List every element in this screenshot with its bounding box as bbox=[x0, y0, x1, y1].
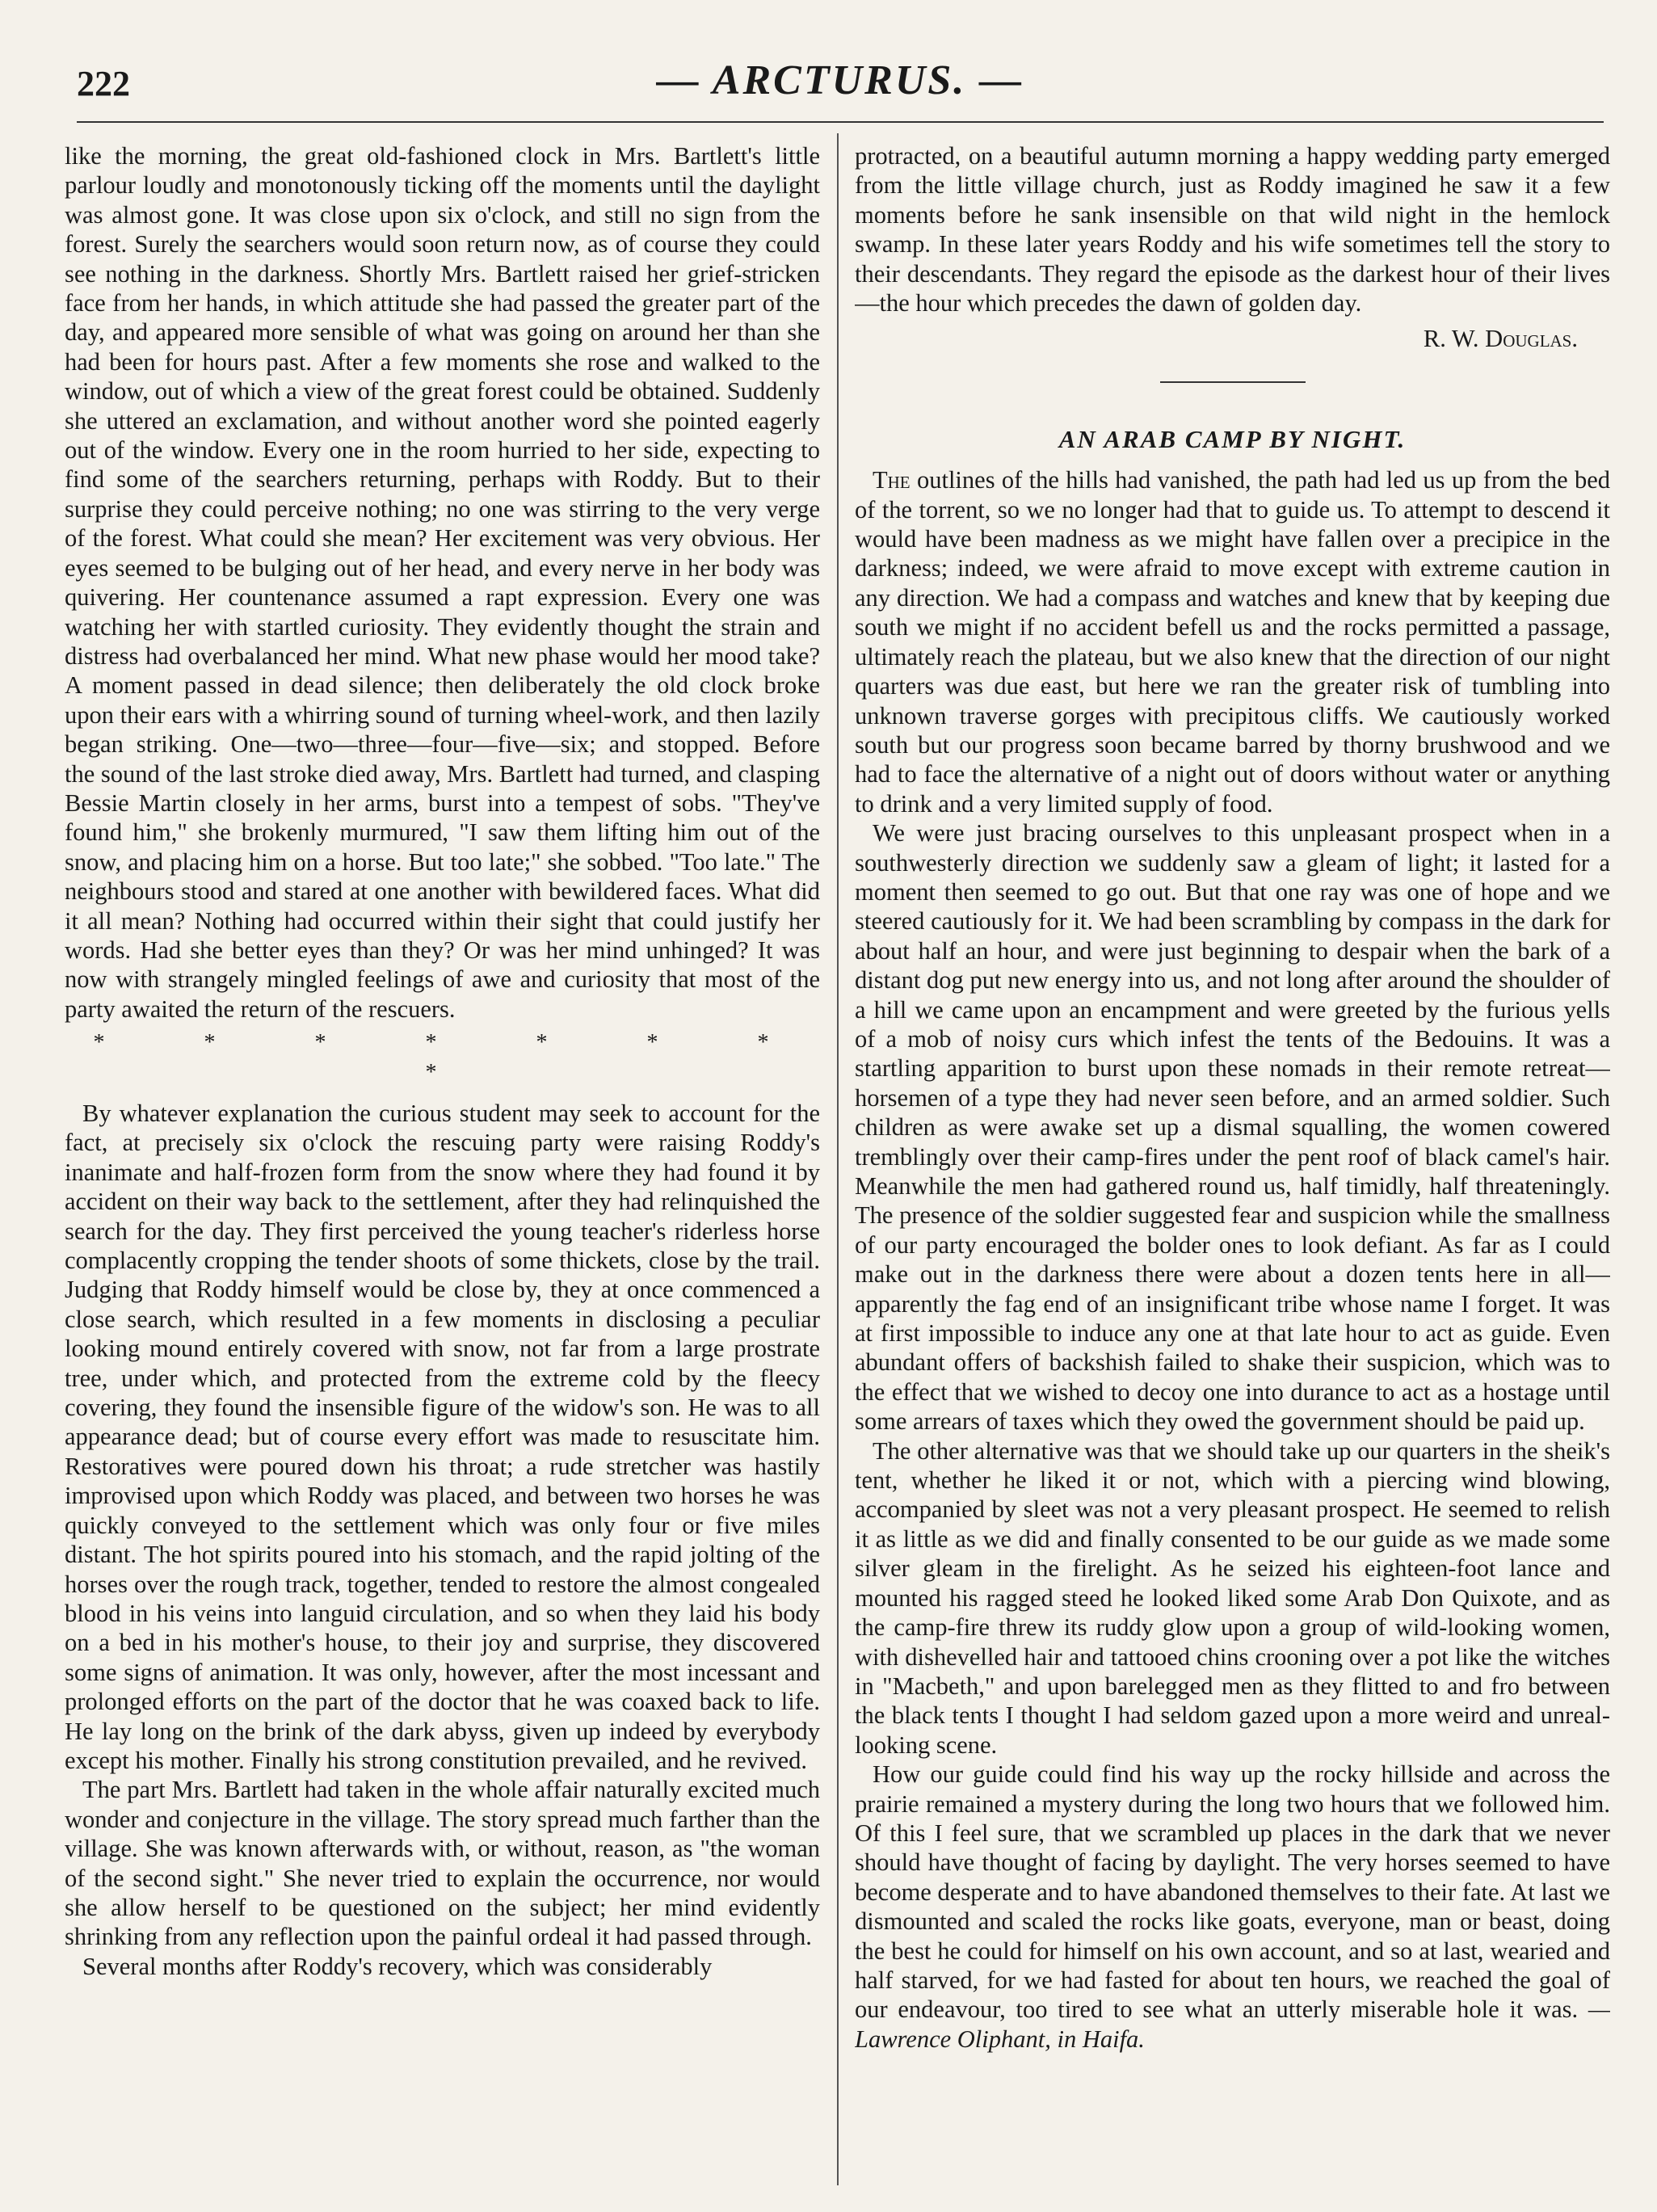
page-number: 222 bbox=[77, 64, 130, 103]
story-paragraph-continued: like the morning, the great old-fashioned clock in Mrs. Bartlett's little parlour loudly and monotonously ticking off the moments until the daylight was almost gone. It was close upon six o'clock, and still no sign from the forest. Surely the searchers would soon return now, as of course they could see nothing in the darkness. Shortly Mrs. Bartlett raised her grief-stricken face from her hands, in which attitude she had passed the greater part of the day, and appeared more sensible of what was going on around her than she had been for hours past. After a few moments she rose and walked to the window, out of which a view of the great forest could be obtained. Suddenly she uttered an exclamation, and without another word she pointed eagerly out of the window. Every one in the room hurried to her side, expecting to find some of the searchers returning, perhaps with Roddy. But to their surprise they could perceive nothing; no one was stirring to the very verge of the forest. What could she mean? Her excitement was very obvious. Her eyes seemed to be bulging out of her head, and every nerve in her body was quivering. Her countenance assumed a rapt expression. Every one was watching her with startled curiosity. They evidently thought the strain and distress had overbalanced her mind. What new phase would her mood take? A moment passed in dead silence; then deliberately the old clock broke upon their ears with a whirring sound of turning wheel-work, and then lazily began striking. One—two—three—four—five—six; and stopped. Before the sound of the last stroke died away, Mrs. Bartlett had turned, and clasping Bessie Martin closely in her arms, burst into a tempest of sobs. "They've found him," she brokenly murmured, "I saw them lifting him out of the snow, and placing him on a horse. But too late;" she sobbed. "Too late." The neighbours stood and stared at one another with bewildered faces. What did it all mean? Nothing had occurred within their sight that could justify her words. Had she better eyes than they? Or was her mind unhinged? It was now with strangely mingled feelings of awe and curiosity that most of the party awaited the return of the rescuers. bbox=[65, 142, 820, 1023]
article-paragraph bbox=[855, 1760, 1610, 2054]
article-paragraph-text: outlines of the hills had vanished, the path had led us up from the bed of the torrent, so we no longer had that to guide us. To attempt to descend it would have been madness as we might have fallen over a precipice in the darkness; indeed, we were afraid to move except with extreme caution in any direction. We had a compass and watches and knew that by keeping due south we might if no accident befell us and the rocks permitted a passage, ultimately reach the plateau, but we also knew that the direction of our night quarters was due east, but here we ran the greater risk of tumbling into unknown traverse gorges with precipitous cliffs. We cautiously worked south but our progress soon became barred by thorny brushwood and we had to face the alternative of a night out of doors without water or anything to drink and a very limited supply of food. bbox=[855, 466, 1610, 818]
story-paragraph: Several months after Roddy's recovery, which was considerably bbox=[82, 1952, 713, 1980]
article-attribution: —Lawrence Oliphant, in Haifa. bbox=[855, 1995, 1610, 2053]
section-break-stars: * * * * * * * * bbox=[93, 1030, 816, 1085]
story-paragraph-continued: protracted, on a beautiful autumn morning a happy wedding party emerged from the little village church, just as Roddy imagined he saw it a few moments before he sank insensible on that wild night in the hemlock swamp. In these later years Roddy and his wife sometimes tell the story to their descendants. They regard the episode as the darkest hour of their lives—the hour which precedes the dawn of golden day. bbox=[855, 142, 1610, 318]
story-paragraph: By whatever explanation the curious student may seek to account for the fact, at precisely six o'clock the rescuing party were raising Roddy's inanimate and half-frozen form from the snow where they had found it by accident on their way back to the settlement, after they had relinquished the search for the day. They first perceived the young teacher's riderless horse complacently cropping the tender shoots of some thickets, close by the trail. Judging that Roddy himself would be close by, they at once commenced a close search, which resulted in a few moments in disclosing a peculiar looking mound entirely covered with snow, not far from a large prostrate tree, under which, and protected from the extreme cold by the fleecy covering, they found the insensible figure of the widow's son. He was to all appearance dead; but of course every effort was made to resuscitate him. Restoratives were poured down his throat; a rude stretcher was hastily improvised upon which Roddy was placed, and between two horses he was quickly conveyed to the settlement which was only four or five miles distant. The hot spirits poured into his stomach, and the rapid jolting of the horses over the rough track, together, tended to restore the almost congealed blood in his veins into languid circulation, and so when they laid his body on a bed in his mother's house, to their joy and surprise, they discovered some signs of animation. It was only, however, after the most incessant and prolonged efforts on the part of the doctor that he was coaxed back to life. He lay long on the brink of the dark abyss, given up indeed by everybody except his mother. Finally his strong constitution prevailed, and he revived. bbox=[65, 1100, 820, 1774]
page-header bbox=[77, 57, 1604, 113]
article-title: AN ARAB CAMP BY NIGHT. bbox=[1058, 424, 1407, 453]
drop-word: The bbox=[873, 466, 911, 494]
article-paragraph bbox=[855, 465, 1610, 818]
section-rule bbox=[1160, 381, 1306, 383]
article-paragraph-text: How our guide could find his way up the rocky hillside and across the prairie remained a mystery during the long two hours that we followed him. Of this I feel sure, that we scrambled up places in the dark that we never should have thought of facing by daylight. The very horses seemed to have become desperate and to have abandoned themselves to their fate. At last we dismounted and scaled the rocks like goats, everyone, man or beast, doing the best he could for himself on his own account, and so at last, wearied and half starved, for we had fasted for about ten hours, we reached the goal of our endeavour, too tired to see what an utterly miserable hole it was. bbox=[855, 1760, 1610, 2024]
journal-title: — ARCTURUS. — bbox=[656, 57, 1024, 103]
article-paragraph: The other alternative was that we should take up our quarters in the sheik's tent, whether he liked it or not, which with a piercing wind blowing, accompanied by sleet was not a very pleasant prospect. He seemed to relish it as little as we did and finally consented to be our guide as we made some silver gleam in the firelight. As he seized his eighteen-foot lance and mounted his ragged steed he looked liked some Arab Don Quixote, and as the camp-fire threw its ruddy glow upon a group of wild-looking women, with dishevelled hair and tattooed chins crooning over a pot like the witches in "Macbeth," and upon barelegged men as they flitted to and fro between the black tents I thought I had seldom gazed upon a more weird and unreal-looking scene. bbox=[855, 1436, 1610, 1759]
article-paragraph: We were just bracing ourselves to this unpleasant prospect when in a southwesterly direction we suddenly saw a gleam of light; it lasted for a moment then seemed to go out. But that one ray was one of hope and we steered cautiously for it. We had been scrambling by compass in the dark for about half an hour, and were just beginning to despair when the bark of a distant dog put new energy into us, and not long after around the shoulder of a hill we came upon an encampment and were greeted by the furious yells of a mob of noisy curs which infest the tents of the Bedouins. It was a startling apparition to burst upon these nomads in their remote retreat—horsemen of a type they had never seen before, and an armed soldier. Such children as were awake set up a dismal squalling, the women cowered tremblingly over their camp-fires under the pent roof of black camel's hair. Meanwhile the men had gathered round us, half timidly, half threateningly. The presence of the soldier suggested fear and suspicion while the smallness of our party encouraged the bolder ones to look defiant. As far as I could make out in the darkness there were about a dozen tents here in all—apparently the fag end of an insignificant tribe whose name I forget. It was at first impossible to induce any one at that late hour to act as guide. Even abundant offers of backshish failed to shake their suspicion, which was to the effect that we wished to decoy one into durance to act as a hostage until some arrears of taxes which they owed the government should be paid up. bbox=[855, 819, 1610, 1436]
left-column bbox=[65, 141, 820, 2193]
header-rule bbox=[77, 121, 1604, 123]
right-column bbox=[855, 141, 1610, 2193]
column-divider bbox=[837, 133, 839, 2185]
author-signature: R. W. Douglas. bbox=[1423, 325, 1578, 353]
story-paragraph: The part Mrs. Bartlett had taken in the whole affair naturally excited much wonder and conjecture in the village. The story spread much farther than the village. She was known afterwards with, or without, reason, as "the woman of the second sight." She never tried to explain the occurrence, nor would she allow herself to be questioned on the subject; her mind evidently shrinking from any reflection upon the painful ordeal it had passed through. bbox=[65, 1776, 820, 1951]
